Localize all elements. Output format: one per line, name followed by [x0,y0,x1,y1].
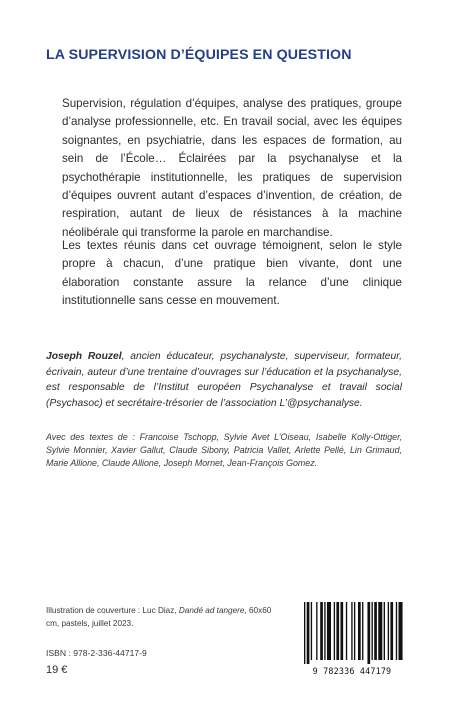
isbn: ISBN : 978-2-336-44717-9 [46,648,147,658]
barcode [298,600,406,686]
contributors-list: Avec des textes de : Francoise Tschopp, Sylvie Avet L’Oiseau, Isabelle Kolly-Ottiger, Sylvie Monnier, Xavier Gallut, Claude Sibony, Patricia Vallet, Arlette Pellé, Lin Grimaud, Marie Allione, Claude Allione, Joseph Mornet, Jean-François Gomez. [46,432,402,469]
book-title: LA SUPERVISION D’ÉQUIPES EN QUESTION [46,47,352,63]
author-name: Joseph Rouzel [46,351,122,362]
barcode-bar [354,602,355,660]
barcode-bar [324,602,325,660]
summary-paragraph-1: Supervision, régulation d’équipes, analyse des pratiques, groupe d’analyse professionnelle, etc. En travail social, avec les équipes soignantes, en psychiatrie, dans les espaces de formation, au sein de l’École… Éclairées par la psychanalyse et la psychothérapie institutionnelle, les pratiques de supervision d’équipes ouvrent autant d’espaces d’invention, de création, de respiration, autant de lieux de résistances à la machine néolibérale qui transforme la parole en marchandise. [62,97,402,239]
barcode-bar [336,602,339,660]
barcode-bar [351,602,352,660]
barcode-bar [396,602,397,660]
cover-illustration-credit [46,604,276,630]
author-bio-text: , ancien éducateur, psychanalyste, superviseur, formateur, écrivain, auteur d’une trentaine d’ouvrages sur l’éducation et la psychanalyse, est responsable de l’Institut européen Psychanalyse et travail social (Psychasoc) et secrétaire-trésorier de l’association L’@psychanalyse. [46,351,402,409]
barcode-bar [311,602,312,660]
barcode-bar [362,602,363,660]
barcode-bar [316,602,317,660]
summary-paragraph-2: Les textes réunis dans cet ouvrage témoignent, selon le style propre à chacun, d’une pratique bien vivante, dont une élaboration constante assure la relance d’une clinique institutionnelle sans cesse en mouvement. [62,239,402,308]
barcode-bar [327,602,331,660]
barcode-bars [298,600,406,666]
barcode-bar [388,602,389,660]
barcode-bar [320,602,323,660]
barcode-bar [334,602,335,660]
price: 19 € [46,664,68,676]
barcode-bar [372,602,373,660]
barcode-bar [307,602,310,664]
barcode-bar [346,602,347,660]
author-bio [46,349,402,411]
barcode-bar [378,602,382,660]
illustration-work-title: Dandé ad tangere [178,606,245,615]
barcode-bar [358,602,361,660]
barcode-bar [367,602,370,664]
barcode-bar [374,602,377,660]
barcode-bar [304,602,305,664]
barcode-bar [340,602,343,660]
illustration-credit-suffix: , 60x60 cm, pastels, juillet 2023. [46,606,272,629]
illustration-credit-prefix: Illustration de couverture : Luc Diaz, [46,606,179,615]
barcode-bar [390,602,393,660]
barcode-digits: 9 782336 447179 [312,666,392,676]
barcode-bar [384,602,385,660]
barcode-bar [399,602,403,660]
